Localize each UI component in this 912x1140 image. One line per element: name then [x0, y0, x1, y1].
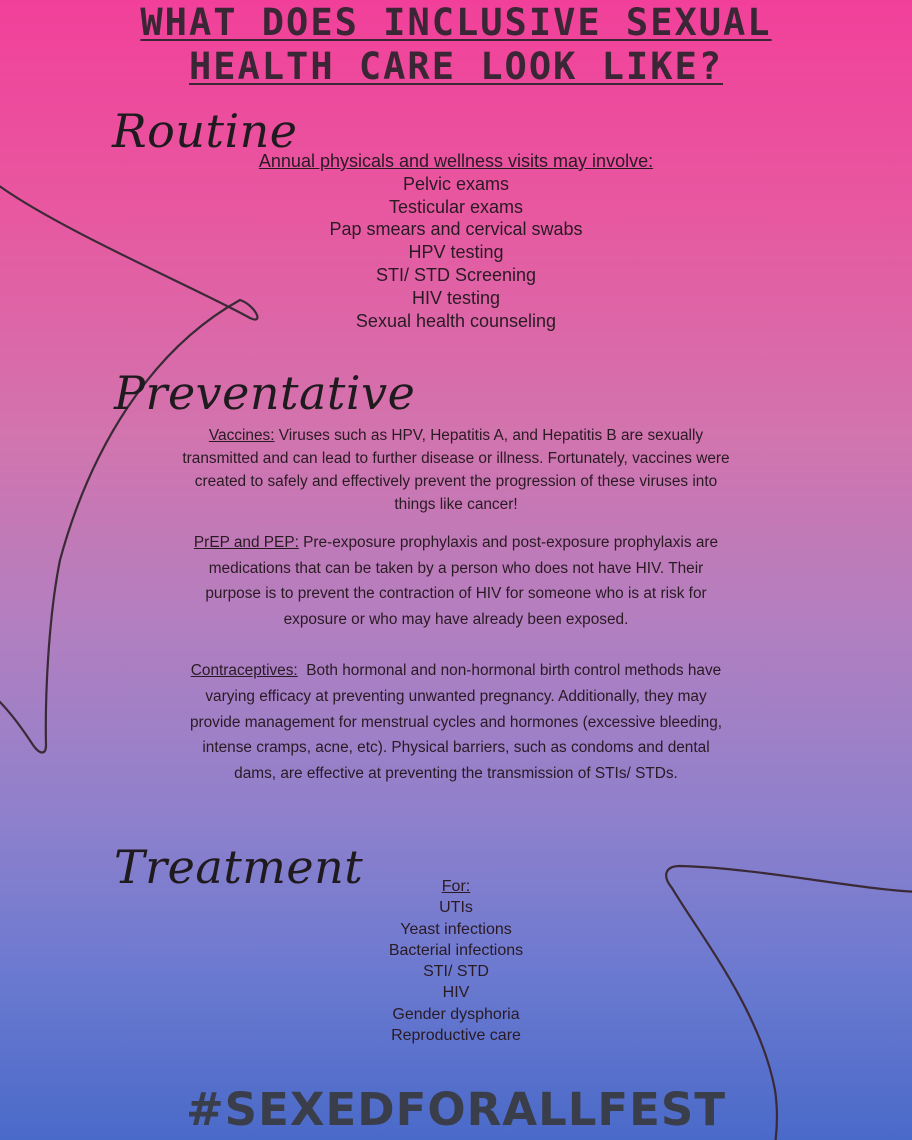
list-item: Pelvic exams [402, 173, 510, 194]
prep-pep-paragraph [180, 530, 732, 632]
preventative-heading: Preventative [114, 366, 416, 420]
list-item: Bacterial infections [388, 941, 524, 959]
routine-section [0, 150, 912, 332]
contraceptives-text: Both hormonal and non-hormonal birth control methods have varying efficacy at preventing unwanted pregnancy. Additionally, they may provide management for menstrual cycles and hormones (excessive bleeding, intense cramps, acne, etc). Physical barriers, such as condoms and dental dams, are effective at preventing the transmission of STIs/ STDs. [189, 662, 727, 783]
list-item: STI/ STD Screening [375, 264, 537, 285]
routine-heading: Routine [112, 104, 298, 158]
treatment-intro: For: [441, 878, 471, 895]
list-item: STI/ STD [423, 963, 489, 981]
hashtag-footer: #SEXEDFORALLFEST [185, 1083, 727, 1136]
vaccines-label: Vaccines: [208, 427, 275, 444]
contraceptives-label: Contraceptives: [190, 662, 298, 679]
list-item: Testicular exams [388, 196, 524, 217]
list-item: Pap smears and cervical swabs [329, 219, 583, 240]
treatment-heading: Treatment [114, 840, 364, 894]
list-item: HIV testing [411, 287, 501, 308]
vaccines-text: Viruses such as HPV, Hepatitis A, and Hepatitis B are sexually transmitted and can lead to further disease or illness. Fortunately, vaccines were created to safely and effectively prevent the progression of these viruses into things like cancer! [182, 427, 730, 513]
prep-pep-label: PrEP and PEP: [193, 534, 299, 551]
list-item: HPV testing [408, 242, 504, 263]
list-item: HIV [442, 984, 470, 1002]
list-item: UTIs [439, 899, 473, 917]
list-item: Gender dysphoria [392, 1005, 520, 1023]
list-item: Reproductive care [391, 1027, 521, 1045]
page-title-line-1: WHAT DOES INCLUSIVE SEXUAL [140, 1, 772, 44]
page-title-line-2: HEALTH CARE LOOK LIKE? [188, 45, 724, 88]
list-item: Yeast infections [400, 920, 512, 938]
treatment-section [0, 876, 912, 1046]
list-item: Sexual health counseling [355, 310, 557, 331]
contraceptives-paragraph [180, 658, 732, 787]
routine-intro: Annual physicals and wellness visits may involve: [258, 151, 654, 171]
prep-pep-text: Pre-exposure prophylaxis and post-exposure prophylaxis are medications that can be taken by a person who does not have HIV. Their purpose is to prevent the contraction of HIV for someone who is at risk for exposure or who may have already been exposed. [205, 534, 719, 628]
vaccines-paragraph [180, 424, 732, 516]
